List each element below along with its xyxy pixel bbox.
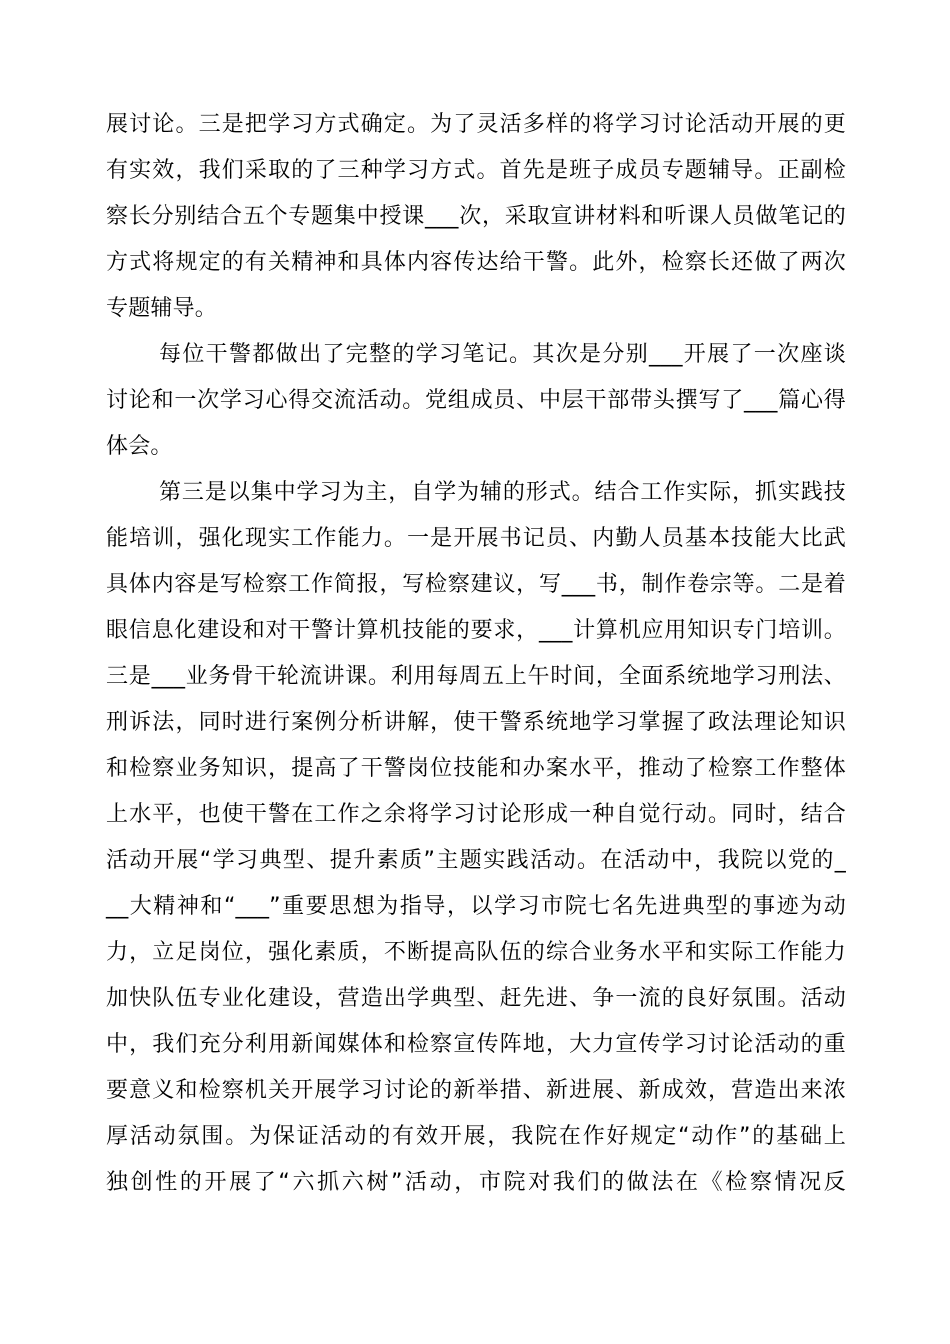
text-line: 具体内容是写检察工作简报，写检察建议，写___书，制作卷宗等。二是着 <box>106 572 846 597</box>
text-line: 方式将规定的有关精神和具体内容传达给干警。此外，检察长还做了两次 <box>106 250 846 275</box>
text-line: 眼信息化建设和对干警计算机技能的要求，___计算机应用知识专门培训。 <box>106 618 846 643</box>
text-line: __大精神和“___”重要思想为指导，以学习市院七名先进典型的事迹为动 <box>106 894 846 919</box>
document-body <box>106 111 846 1215</box>
text-line: 有实效，我们采取的了三种学习方式。首先是班子成员专题辅导。正副检 <box>106 158 846 183</box>
text-line: 察长分别结合五个专题集中授课___次，采取宣讲材料和听课人员做笔记的 <box>106 204 846 229</box>
text-line: 独创性的开展了“六抓六树”活动，市院对我们的做法在《检察情况反 <box>106 1170 846 1195</box>
text-line: 三是___业务骨干轮流讲课。利用每周五上午时间，全面系统地学习刑法、 <box>106 664 846 689</box>
text-line: 刑诉法，同时进行案例分析讲解，使干警系统地学习掌握了政法理论知识 <box>106 710 846 735</box>
text-line: 体会。 <box>106 434 173 459</box>
text-line: 上水平，也使干警在工作之余将学习讨论形成一种自觉行动。同时，结合 <box>106 802 846 827</box>
text-line: 加快队伍专业化建设，营造出学典型、赶先进、争一流的良好氛围。活动 <box>106 986 846 1011</box>
text-line: 活动开展“学习典型、提升素质”主题实践活动。在活动中，我院以党的_ <box>106 848 846 873</box>
paragraph-first-line: 每位干警都做出了完整的学习笔记。其次是分别___开展了一次座谈 <box>159 342 846 367</box>
text-line: 中，我们充分利用新闻媒体和检察宣传阵地，大力宣传学习讨论活动的重 <box>106 1032 846 1057</box>
text-line: 厚活动氛围。为保证活动的有效开展，我院在作好规定“动作”的基础上 <box>106 1124 846 1149</box>
text-line: 能培训，强化现实工作能力。一是开展书记员、内勤人员基本技能大比武 <box>106 526 846 551</box>
text-line: 和检察业务知识，提高了干警岗位技能和办案水平，推动了检察工作整体 <box>106 756 846 781</box>
text-line: 展讨论。三是把学习方式确定。为了灵活多样的将学习讨论活动开展的更 <box>106 112 846 137</box>
text-line: 要意义和检察机关开展学习讨论的新举措、新进展、新成效，营造出来浓 <box>106 1078 846 1103</box>
text-line: 力，立足岗位，强化素质，不断提高队伍的综合业务水平和实际工作能力 <box>106 940 846 965</box>
text-line: 讨论和一次学习心得交流活动。党组成员、中层干部带头撰写了___篇心得 <box>106 388 846 413</box>
text-line: 专题辅导。 <box>106 296 218 321</box>
paragraph-first-line: 第三是以集中学习为主，自学为辅的形式。结合工作实际，抓实践技 <box>159 480 846 505</box>
